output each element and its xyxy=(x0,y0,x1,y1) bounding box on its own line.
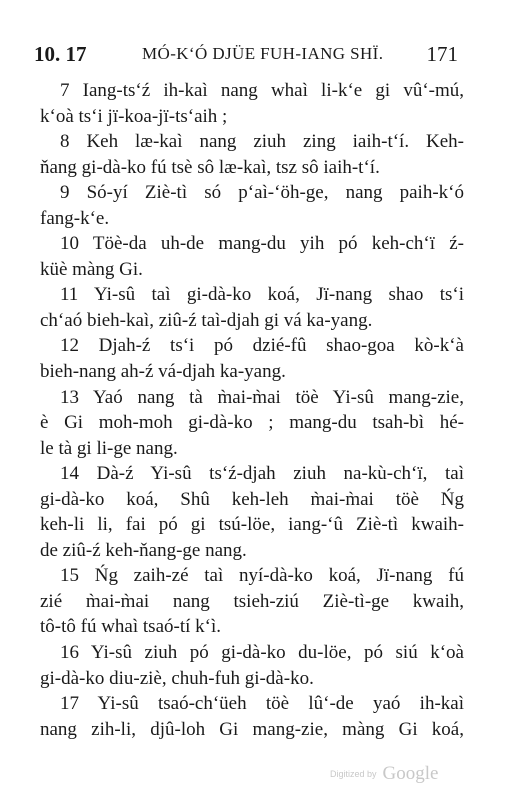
page-number: 171 xyxy=(426,42,458,66)
text-line: 12 Djah-ź ts‘i pó dzié-fû shao-goa kò-k‘à xyxy=(60,335,464,357)
text-line: gi-dà-ko koá, Shû keh-leh m̀ai-m̀ai töè Ńg xyxy=(40,488,464,510)
text-line: zié m̀ai-m̀ai nang tsieh-ziú Ziè-tì-ge kwaih, xyxy=(40,590,464,612)
text-line: fang-k‘e. xyxy=(40,207,110,229)
running-head xyxy=(34,42,458,66)
watermark-prefix: Digitized by xyxy=(330,769,377,779)
text-line: 17 Yi-sû tsaó-ch‘üeh töè lû‘-de yaó ih-kaì xyxy=(60,693,464,715)
text-line: 15 Ńg zaih-zé taì nyí-dà-ko koá, Jï-nang fú xyxy=(60,565,464,587)
text-line: le tà gi li-ge nang. xyxy=(40,437,178,459)
text-line: tô-tô fú whaì tsaó-tí k‘ì. xyxy=(40,616,221,638)
text-line: ch‘aó bieh-kaì, ziû-ź taì-djah gi vá ka-yang. xyxy=(40,309,373,331)
text-line: nang zih-li, djû-loh Gi mang-zie, màng Gi koá, xyxy=(40,718,464,740)
digitized-by-google-watermark xyxy=(330,763,438,785)
text-line: 14 Dà-ź Yi-sû ts‘ź-djah ziuh na-kù-ch‘ï, taì xyxy=(60,463,464,485)
scripture-text-body xyxy=(40,78,464,742)
chapter-verse-reference: 10. 17 xyxy=(34,42,87,66)
google-logo: Google xyxy=(382,763,439,784)
text-line: keh-li li, fai pó gi tsú-löe, iang-‘û Ziè-tì kwaih- xyxy=(40,514,464,536)
text-line: 16 Yi-sû ziuh pó gi-dà-ko du-löe, pó siú k‘oà xyxy=(60,642,464,664)
text-line: 11 Yi-sû taì gi-dà-ko koá, Jï-nang shao ts‘i xyxy=(60,284,464,306)
text-line: ňang gi-dà-ko fú tsè sô læ-kaì, tsz sô iaih-t‘í. xyxy=(40,156,380,178)
text-line: è Gi moh-moh gi-dà-ko ; mang-du tsah-bì hé- xyxy=(40,412,464,434)
text-line: 7 Iang-ts‘ź ih-kaì nang whaì li-k‘e gi vû‘-mú, xyxy=(60,80,464,101)
text-line: 10 Töè-da uh-de mang-du yih pó keh-ch‘ï ź- xyxy=(60,233,464,255)
running-title: MÓ-K‘Ó DJÜE FUH-IANG SHÏ. xyxy=(142,44,384,63)
text-line: de ziû-ź keh-ňang-ge nang. xyxy=(40,539,247,561)
text-line: k‘oà ts‘i jï-koa-jï-ts‘aih ; xyxy=(40,105,228,127)
text-line: bieh-nang ah-ź vá-djah ka-yang. xyxy=(40,361,286,383)
text-line: 13 Yaó nang tà m̀ai-m̀ai töè Yi-sû mang-zie, xyxy=(60,386,464,408)
text-line: küè màng Gi. xyxy=(40,258,143,280)
text-line: gi-dà-ko diu-ziè, chuh-fuh gi-dà-ko. xyxy=(40,667,314,689)
text-line: 8 Keh læ-kaì nang ziuh zing iaih-t‘í. Keh- xyxy=(60,131,464,153)
text-line: 9 Só-yí Ziè-tì só p‘aì-‘öh-ge, nang paih-k‘ó xyxy=(60,182,464,204)
